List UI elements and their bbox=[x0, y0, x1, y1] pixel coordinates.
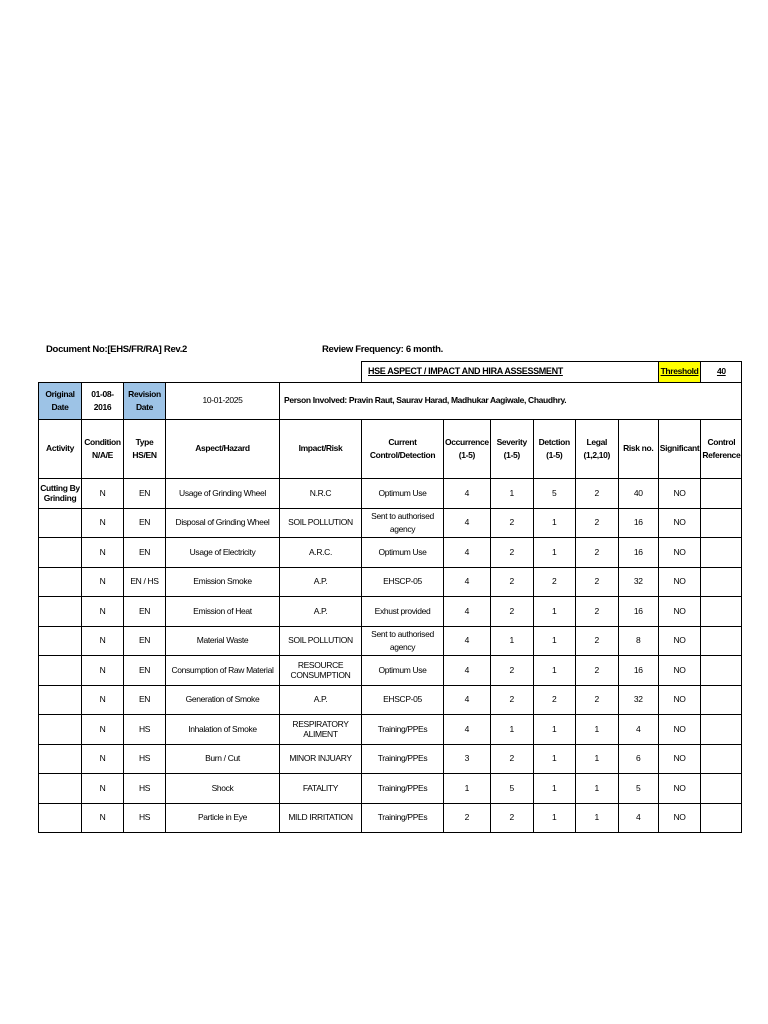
cell-control: EHSCP-05 bbox=[362, 567, 444, 597]
cell-detection: 2 bbox=[533, 685, 575, 715]
cell-risk: 5 bbox=[618, 774, 658, 804]
cell-occurrence: 4 bbox=[444, 567, 491, 597]
cell-type: HS bbox=[124, 744, 166, 774]
cell-significant: NO bbox=[658, 656, 701, 686]
original-date-label: Original Date bbox=[39, 383, 82, 420]
cell-significant: NO bbox=[658, 597, 701, 627]
cell-type: EN bbox=[124, 597, 166, 627]
cell-severity: 1 bbox=[490, 479, 533, 509]
revision-date-label: Revision Date bbox=[124, 383, 166, 420]
cell-risk: 32 bbox=[618, 567, 658, 597]
table-row bbox=[39, 508, 742, 538]
cell-impact: SOIL POLLUTION bbox=[280, 508, 362, 538]
cell-activity bbox=[39, 656, 82, 686]
cell-impact: A.P. bbox=[280, 597, 362, 627]
cell-risk: 32 bbox=[618, 685, 658, 715]
cell-impact: MINOR INJUARY bbox=[280, 744, 362, 774]
cell-severity: 1 bbox=[490, 715, 533, 745]
cell-aspect: Emission of Heat bbox=[166, 597, 280, 627]
cell-control: Training/PPEs bbox=[362, 803, 444, 833]
cell-type: EN bbox=[124, 479, 166, 509]
cell-severity: 2 bbox=[490, 685, 533, 715]
table-row bbox=[39, 567, 742, 597]
cell-aspect: Shock bbox=[166, 774, 280, 804]
threshold-label: Threshold bbox=[658, 362, 701, 383]
cell-legal: 2 bbox=[575, 656, 618, 686]
cell-occurrence: 4 bbox=[444, 479, 491, 509]
cell-detection: 2 bbox=[533, 567, 575, 597]
cell-aspect: Burn / Cut bbox=[166, 744, 280, 774]
cell-significant: NO bbox=[658, 567, 701, 597]
cell-impact: A.R.C. bbox=[280, 538, 362, 568]
cell-detection: 1 bbox=[533, 508, 575, 538]
header-current-control: Current Control/Detection bbox=[362, 420, 444, 479]
cell-occurrence: 4 bbox=[444, 597, 491, 627]
cell-type: EN bbox=[124, 626, 166, 656]
cell-occurrence: 4 bbox=[444, 715, 491, 745]
cell-impact: SOIL POLLUTION bbox=[280, 626, 362, 656]
header-aspect-hazard: Aspect/Hazard bbox=[166, 420, 280, 479]
header-condition: Condition N/A/E bbox=[82, 420, 124, 479]
cell-condition: N bbox=[82, 656, 124, 686]
cell-detection: 1 bbox=[533, 715, 575, 745]
cell-activity bbox=[39, 538, 82, 568]
table-row bbox=[39, 626, 742, 656]
table-row bbox=[39, 597, 742, 627]
cell-condition: N bbox=[82, 803, 124, 833]
cell-legal: 2 bbox=[575, 685, 618, 715]
header-activity: Activity bbox=[39, 420, 82, 479]
cell-severity: 1 bbox=[490, 626, 533, 656]
cell-occurrence: 2 bbox=[444, 803, 491, 833]
cell-control: Sent to authorised agency bbox=[362, 508, 444, 538]
cell-occurrence: 3 bbox=[444, 744, 491, 774]
cell-type: HS bbox=[124, 774, 166, 804]
cell-activity bbox=[39, 803, 82, 833]
cell-significant: NO bbox=[658, 715, 701, 745]
cell-control: Exhust provided bbox=[362, 597, 444, 627]
cell-impact: FATALITY bbox=[280, 774, 362, 804]
cell-occurrence: 1 bbox=[444, 774, 491, 804]
cell-legal: 2 bbox=[575, 567, 618, 597]
table-row bbox=[39, 479, 742, 509]
table-row bbox=[39, 715, 742, 745]
cell-risk: 6 bbox=[618, 744, 658, 774]
cell-legal: 1 bbox=[575, 744, 618, 774]
cell-activity bbox=[39, 508, 82, 538]
cell-aspect: Usage of Grinding Wheel bbox=[166, 479, 280, 509]
cell-risk: 4 bbox=[618, 803, 658, 833]
cell-significant: NO bbox=[658, 685, 701, 715]
cell-control: EHSCP-05 bbox=[362, 685, 444, 715]
cell-aspect: Particle in Eye bbox=[166, 803, 280, 833]
cell-impact: RESPIRATORY ALIMENT bbox=[280, 715, 362, 745]
cell-reference bbox=[701, 626, 742, 656]
cell-control: Optimum Use bbox=[362, 479, 444, 509]
cell-detection: 1 bbox=[533, 597, 575, 627]
cell-type: EN bbox=[124, 685, 166, 715]
cell-activity bbox=[39, 626, 82, 656]
cell-occurrence: 4 bbox=[444, 626, 491, 656]
cell-significant: NO bbox=[658, 538, 701, 568]
cell-condition: N bbox=[82, 538, 124, 568]
cell-significant: NO bbox=[658, 508, 701, 538]
cell-detection: 1 bbox=[533, 803, 575, 833]
cell-impact: N.R.C bbox=[280, 479, 362, 509]
cell-detection: 1 bbox=[533, 744, 575, 774]
cell-aspect: Disposal of Grinding Wheel bbox=[166, 508, 280, 538]
cell-condition: N bbox=[82, 479, 124, 509]
cell-severity: 5 bbox=[490, 774, 533, 804]
revision-date: 10-01-2025 bbox=[166, 383, 280, 420]
cell-control: Training/PPEs bbox=[362, 715, 444, 745]
cell-activity bbox=[39, 685, 82, 715]
cell-reference bbox=[701, 479, 742, 509]
cell-reference bbox=[701, 774, 742, 804]
cell-detection: 1 bbox=[533, 626, 575, 656]
cell-severity: 2 bbox=[490, 567, 533, 597]
cell-significant: NO bbox=[658, 774, 701, 804]
cell-severity: 2 bbox=[490, 597, 533, 627]
cell-control: Sent to authorised agency bbox=[362, 626, 444, 656]
persons-involved: Person Involved: Pravin Raut, Saurav Harad, Madhukar Aagiwale, Chaudhry. bbox=[280, 383, 742, 420]
header-legal: Legal (1,2,10) bbox=[575, 420, 618, 479]
header-occurrence: Occurrence (1-5) bbox=[444, 420, 491, 479]
cell-risk: 8 bbox=[618, 626, 658, 656]
table-row bbox=[39, 538, 742, 568]
cell-detection: 1 bbox=[533, 538, 575, 568]
cell-legal: 2 bbox=[575, 479, 618, 509]
cell-impact: MILD IRRITATION bbox=[280, 803, 362, 833]
cell-reference bbox=[701, 744, 742, 774]
cell-control: Training/PPEs bbox=[362, 744, 444, 774]
cell-reference bbox=[701, 803, 742, 833]
cell-type: EN bbox=[124, 656, 166, 686]
cell-legal: 2 bbox=[575, 538, 618, 568]
table-row bbox=[39, 803, 742, 833]
cell-aspect: Inhalation of Smoke bbox=[166, 715, 280, 745]
cell-risk: 16 bbox=[618, 508, 658, 538]
cell-aspect: Generation of Smoke bbox=[166, 685, 280, 715]
cell-severity: 2 bbox=[490, 508, 533, 538]
table-row bbox=[39, 685, 742, 715]
cell-risk: 16 bbox=[618, 597, 658, 627]
cell-risk: 16 bbox=[618, 656, 658, 686]
cell-legal: 1 bbox=[575, 774, 618, 804]
cell-condition: N bbox=[82, 508, 124, 538]
cell-impact: RESOURCE CONSUMPTION bbox=[280, 656, 362, 686]
cell-type: EN bbox=[124, 508, 166, 538]
cell-aspect: Usage of Electricity bbox=[166, 538, 280, 568]
table-row bbox=[39, 774, 742, 804]
cell-activity bbox=[39, 774, 82, 804]
cell-type: HS bbox=[124, 715, 166, 745]
cell-reference bbox=[701, 567, 742, 597]
cell-legal: 1 bbox=[575, 803, 618, 833]
cell-severity: 2 bbox=[490, 744, 533, 774]
table-row bbox=[39, 656, 742, 686]
cell-control: Training/PPEs bbox=[362, 774, 444, 804]
header-type: Type HS/EN bbox=[124, 420, 166, 479]
document-number: Document No:[EHS/FR/RA] Rev.2 bbox=[46, 344, 188, 355]
cell-detection: 1 bbox=[533, 656, 575, 686]
cell-aspect: Material Waste bbox=[166, 626, 280, 656]
cell-severity: 2 bbox=[490, 803, 533, 833]
cell-legal: 2 bbox=[575, 508, 618, 538]
cell-aspect: Emission Smoke bbox=[166, 567, 280, 597]
header-control-reference: Control Reference bbox=[701, 420, 742, 479]
cell-condition: N bbox=[82, 567, 124, 597]
table-row bbox=[39, 744, 742, 774]
cell-significant: NO bbox=[658, 803, 701, 833]
cell-reference bbox=[701, 685, 742, 715]
cell-impact: A.P. bbox=[280, 567, 362, 597]
cell-significant: NO bbox=[658, 744, 701, 774]
cell-legal: 2 bbox=[575, 626, 618, 656]
cell-aspect: Consumption of Raw Material bbox=[166, 656, 280, 686]
cell-condition: N bbox=[82, 685, 124, 715]
hira-assessment-table bbox=[38, 361, 742, 833]
cell-risk: 4 bbox=[618, 715, 658, 745]
cell-significant: NO bbox=[658, 626, 701, 656]
cell-severity: 2 bbox=[490, 656, 533, 686]
cell-type: EN / HS bbox=[124, 567, 166, 597]
cell-significant: NO bbox=[658, 479, 701, 509]
cell-occurrence: 4 bbox=[444, 685, 491, 715]
cell-activity bbox=[39, 567, 82, 597]
cell-occurrence: 4 bbox=[444, 538, 491, 568]
original-date: 01-08-2016 bbox=[82, 383, 124, 420]
cell-type: EN bbox=[124, 538, 166, 568]
cell-type: HS bbox=[124, 803, 166, 833]
cell-occurrence: 4 bbox=[444, 508, 491, 538]
cell-condition: N bbox=[82, 597, 124, 627]
cell-control: Optimum Use bbox=[362, 538, 444, 568]
header-significant: Significant bbox=[658, 420, 701, 479]
cell-risk: 16 bbox=[618, 538, 658, 568]
cell-activity bbox=[39, 715, 82, 745]
header-severity: Severity (1-5) bbox=[490, 420, 533, 479]
cell-condition: N bbox=[82, 744, 124, 774]
cell-severity: 2 bbox=[490, 538, 533, 568]
cell-condition: N bbox=[82, 715, 124, 745]
cell-control: Optimum Use bbox=[362, 656, 444, 686]
cell-condition: N bbox=[82, 626, 124, 656]
cell-risk: 40 bbox=[618, 479, 658, 509]
cell-legal: 2 bbox=[575, 597, 618, 627]
cell-activity bbox=[39, 744, 82, 774]
cell-detection: 5 bbox=[533, 479, 575, 509]
cell-reference bbox=[701, 656, 742, 686]
cell-legal: 1 bbox=[575, 715, 618, 745]
cell-occurrence: 4 bbox=[444, 656, 491, 686]
cell-reference bbox=[701, 715, 742, 745]
threshold-value: 40 bbox=[701, 362, 742, 383]
header-detection: Detction (1-5) bbox=[533, 420, 575, 479]
cell-reference bbox=[701, 508, 742, 538]
cell-impact: A.P. bbox=[280, 685, 362, 715]
cell-activity: Cutting By Grinding bbox=[39, 479, 82, 509]
cell-condition: N bbox=[82, 774, 124, 804]
assessment-title: HSE ASPECT / IMPACT AND HIRA ASSESSMENT bbox=[362, 362, 659, 383]
header-impact-risk: Impact/Risk bbox=[280, 420, 362, 479]
review-frequency: Review Frequency: 6 month. bbox=[322, 344, 444, 355]
header-risk-no: Risk no. bbox=[618, 420, 658, 479]
cell-reference bbox=[701, 597, 742, 627]
cell-detection: 1 bbox=[533, 774, 575, 804]
cell-reference bbox=[701, 538, 742, 568]
cell-activity bbox=[39, 597, 82, 627]
